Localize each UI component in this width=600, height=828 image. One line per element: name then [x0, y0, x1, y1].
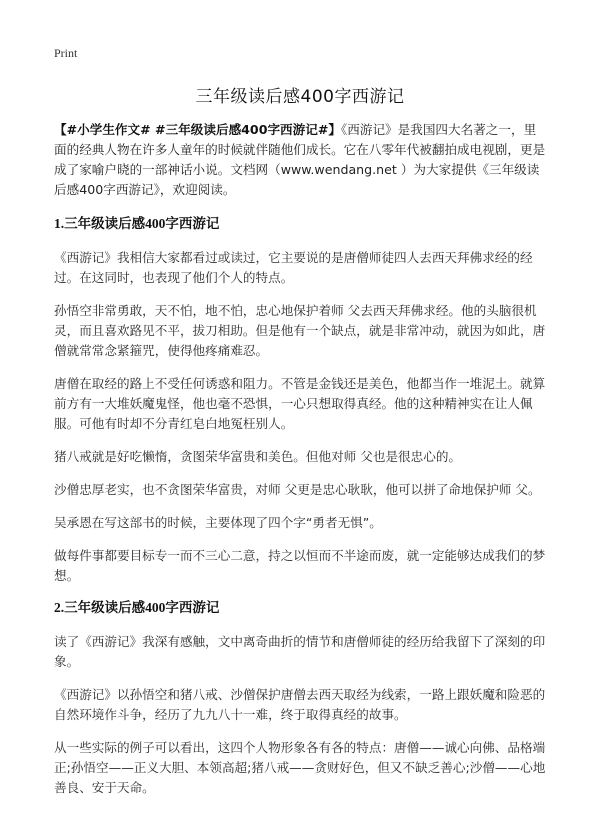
document-title: 三年级读后感400字西游记	[195, 87, 405, 107]
document-body	[54, 120, 546, 811]
section-1-paragraph-7: 做每件事都要目标专一而不三心二意，持之以恒而不半途而废，就一定能够达成我们的梦想。	[54, 548, 546, 583]
section-1-paragraph-5: 沙僧忠厚老实，也不贪图荣华富贵，对师 父更是忠心耿耿，他可以拼了命地保护师 父。	[54, 482, 541, 497]
section-1-paragraph-6: 吴承恩在写这部书的时候，主要体现了四个字“勇者无惧”。	[54, 515, 382, 530]
section-1-paragraph-1: 《西游记》我相信大家都看过或读过，它主要说的是唐僧师徒四人去西天拜佛求经的经过。在这同时，也表现了他们个人的特点。	[54, 250, 533, 285]
section-heading-2: 2.三年级读后感400字西游记	[54, 600, 220, 615]
section-2-paragraph-2: 《西游记》以孙悟空和猪八戒、沙僧保护唐僧去西天取经为线索，一路上跟妖魔和险恶的自然环境作斗争，经历了九九八十一难，终于取得真经的故事。	[54, 687, 546, 722]
section-2-paragraph-3: 从一些实际的例子可以看出，这四个人物形象各有各的特点：唐僧——诚心向佛、品格端正;孙悟空——正义大胆、本领高超;猪八戒——贪财好色，但又不缺乏善心;沙僧——心地善良、安于天命。	[54, 740, 546, 795]
intro-text: 《西游记》是我国四大名著之一，里面的经典人物在许多人童年的时候就伴随他们成长。它在八零年代被翻拍成电视剧，更是成了家喻户晓的一部神话小说。文档网（www.wendang.net ）为大家提供《三年级读后感400字西游记》，欢迎阅读。	[54, 122, 546, 197]
section-1-paragraph-2: 孙悟空非常勇敢，天不怕，地不怕，忠心地保护着师 父去西天拜佛求经。他的头脑很机灵，而且喜欢路见不平，拔刀相助。但是他有一个缺点，就是非常冲动，就因为如此，唐僧就常常念紧箍咒，使得他疼痛难忍。	[54, 303, 546, 358]
section-1-paragraph-4: 猪八戒就是好吃懒惰，贪图荣华富贵和美色。但他对师 父也是很忠心的。	[54, 449, 462, 464]
section-2-paragraph-1: 读了《西游记》我深有感触，文中离奇曲折的情节和唐僧师徒的经历给我留下了深刻的印象。	[54, 634, 546, 669]
section-1-paragraph-3: 唐僧在取经的路上不受任何诱惑和阻力。不管是金钱还是美色，他都当作一堆泥土。就算前方有一大堆妖魔鬼怪，他也毫不恐惧，一心只想取得真经。他的这种精神实在让人佩服。可他有时却不分青红皂白地冤枉别人。	[54, 376, 546, 431]
intro-paragraph	[54, 120, 546, 200]
print-link[interactable]: Print	[54, 46, 78, 60]
section-heading-1: 1.三年级读后感400字西游记	[54, 216, 220, 231]
intro-tags: 【#小学生作文# #三年级读后感400字西游记#】	[54, 122, 341, 137]
